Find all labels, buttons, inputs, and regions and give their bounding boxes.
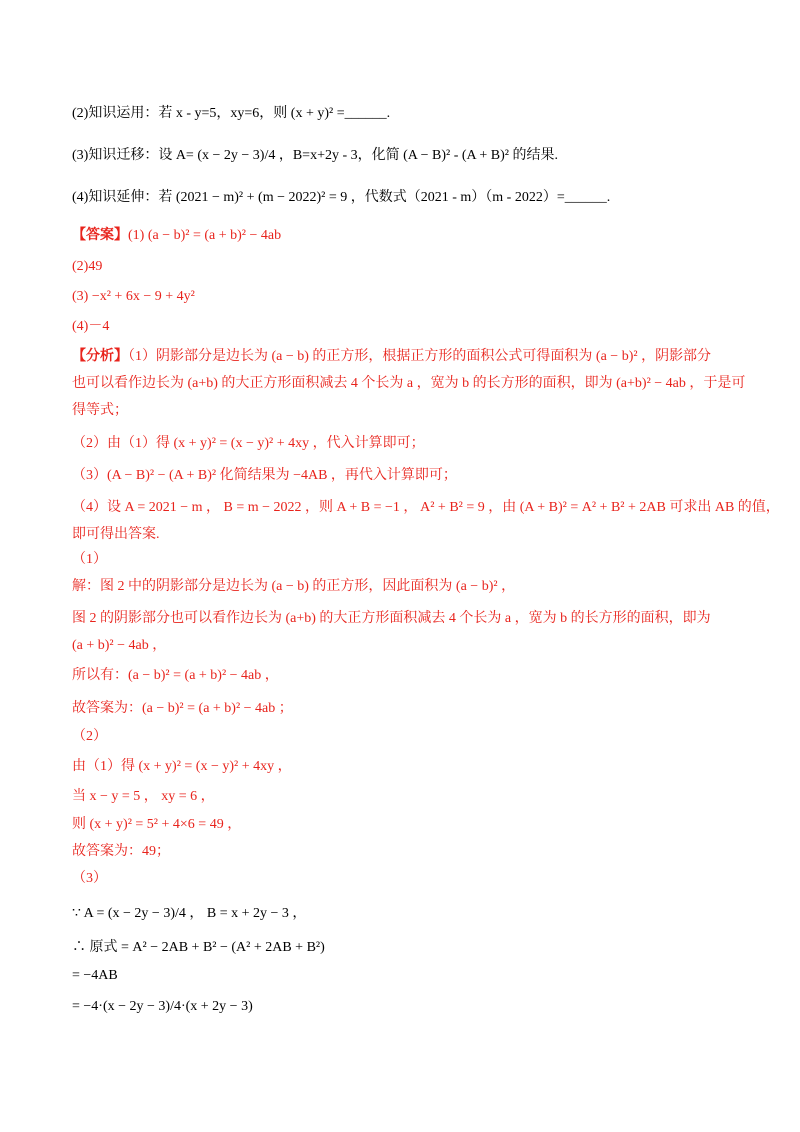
question-4: (4)知识延伸：若 (2021 − m)² + (m − 2022)² = 9 ，代数式（2021 - m）（m - 2022）=______. xyxy=(72,190,611,205)
question-2: (2)知识运用：若 x - y=5，xy=6，则 (x + y)² =______. xyxy=(72,106,391,121)
analysis-3: （3）(A − B)² − (A + B)² 化简结果为 −4AB ，再代入计算即可； xyxy=(72,468,457,483)
answer-label: 【答案】 xyxy=(72,228,128,243)
solution-1e: 故答案为：(a − b)² = (a + b)² − 4ab ； xyxy=(72,701,293,716)
answer-row-1 xyxy=(72,226,740,246)
analysis-4: （4）设 A = 2021 − m ， B = m − 2022 ，则 A + B = −1 ， A² + B² = 9 ，由 (A + B)² = A² + B² + 2AB 可求出 AB 的值， xyxy=(72,500,780,515)
solution-1b: 图 2 的阴影部分也可以看作边长为 (a+b) 的大正方形面积减去 4 个长为 a ，宽为 b 的长方形的面积，即为 xyxy=(72,611,711,626)
analysis-1c: 得等式； xyxy=(72,403,128,418)
solution-3d: = −4·(x − 2y − 3)/4·(x + 2y − 3) xyxy=(72,999,253,1014)
solution-3b: ∴ 原式 = A² − 2AB + B² − (A² + 2AB + B²) xyxy=(72,940,325,955)
solution-2d: 故答案为：49； xyxy=(72,844,170,859)
answer-1: (1) (a − b)² = (a + b)² − 4ab xyxy=(128,228,282,243)
analysis-2: （2）由（1）得 (x + y)² = (x − y)² + 4xy ，代入计算即可； xyxy=(72,436,425,451)
solution-1a: 解：图 2 中的阴影部分是边长为 (a − b) 的正方形，因此面积为 (a − b)² ， xyxy=(72,579,516,594)
analysis-4b: 即可得出答案. xyxy=(72,527,160,542)
solution-1-heading: （1） xyxy=(72,552,107,567)
solution-1d: 所以有：(a − b)² = (a + b)² − 4ab ， xyxy=(72,668,279,683)
answer-4: (4)－4 xyxy=(72,319,110,334)
solution-2-heading: （2） xyxy=(72,729,107,744)
answer-3: (3) −x² + 6x − 9 + 4y² xyxy=(72,289,195,304)
solution-3-heading: （3） xyxy=(72,871,107,886)
solution-3a: ∵ A = (x − 2y − 3)/4 ， B = x + 2y − 3 ， xyxy=(72,906,307,921)
solution-2a: 由（1）得 (x + y)² = (x − y)² + 4xy ， xyxy=(72,759,292,774)
answer-2: (2)49 xyxy=(72,259,103,274)
analysis-label: 【分析】 xyxy=(72,349,128,364)
solution-2c: 则 (x + y)² = 5² + 4×6 = 49 ， xyxy=(72,817,242,832)
question-3: (3)知识迁移：设 A= (x − 2y − 3)/4 ，B=x+2y - 3，化简 (A − B)² - (A + B)² 的结果. xyxy=(72,148,558,163)
solution-2b: 当 x − y = 5 ， xy = 6 ， xyxy=(72,789,215,804)
analysis-row-1 xyxy=(72,347,740,367)
solution-1c: (a + b)² − 4ab ， xyxy=(72,638,167,653)
analysis-1b: 也可以看作边长为 (a+b) 的大正方形面积减去 4 个长为 a ，宽为 b 的长方形的面积，即为 (a+b)² − 4ab ，于是可 xyxy=(72,376,746,391)
analysis-1: （1）阴影部分是边长为 (a − b) 的正方形，根据正方形的面积公式可得面积为 (a − b)² ，阴影部分 xyxy=(128,349,712,364)
solution-3c: = −4AB xyxy=(72,968,118,983)
